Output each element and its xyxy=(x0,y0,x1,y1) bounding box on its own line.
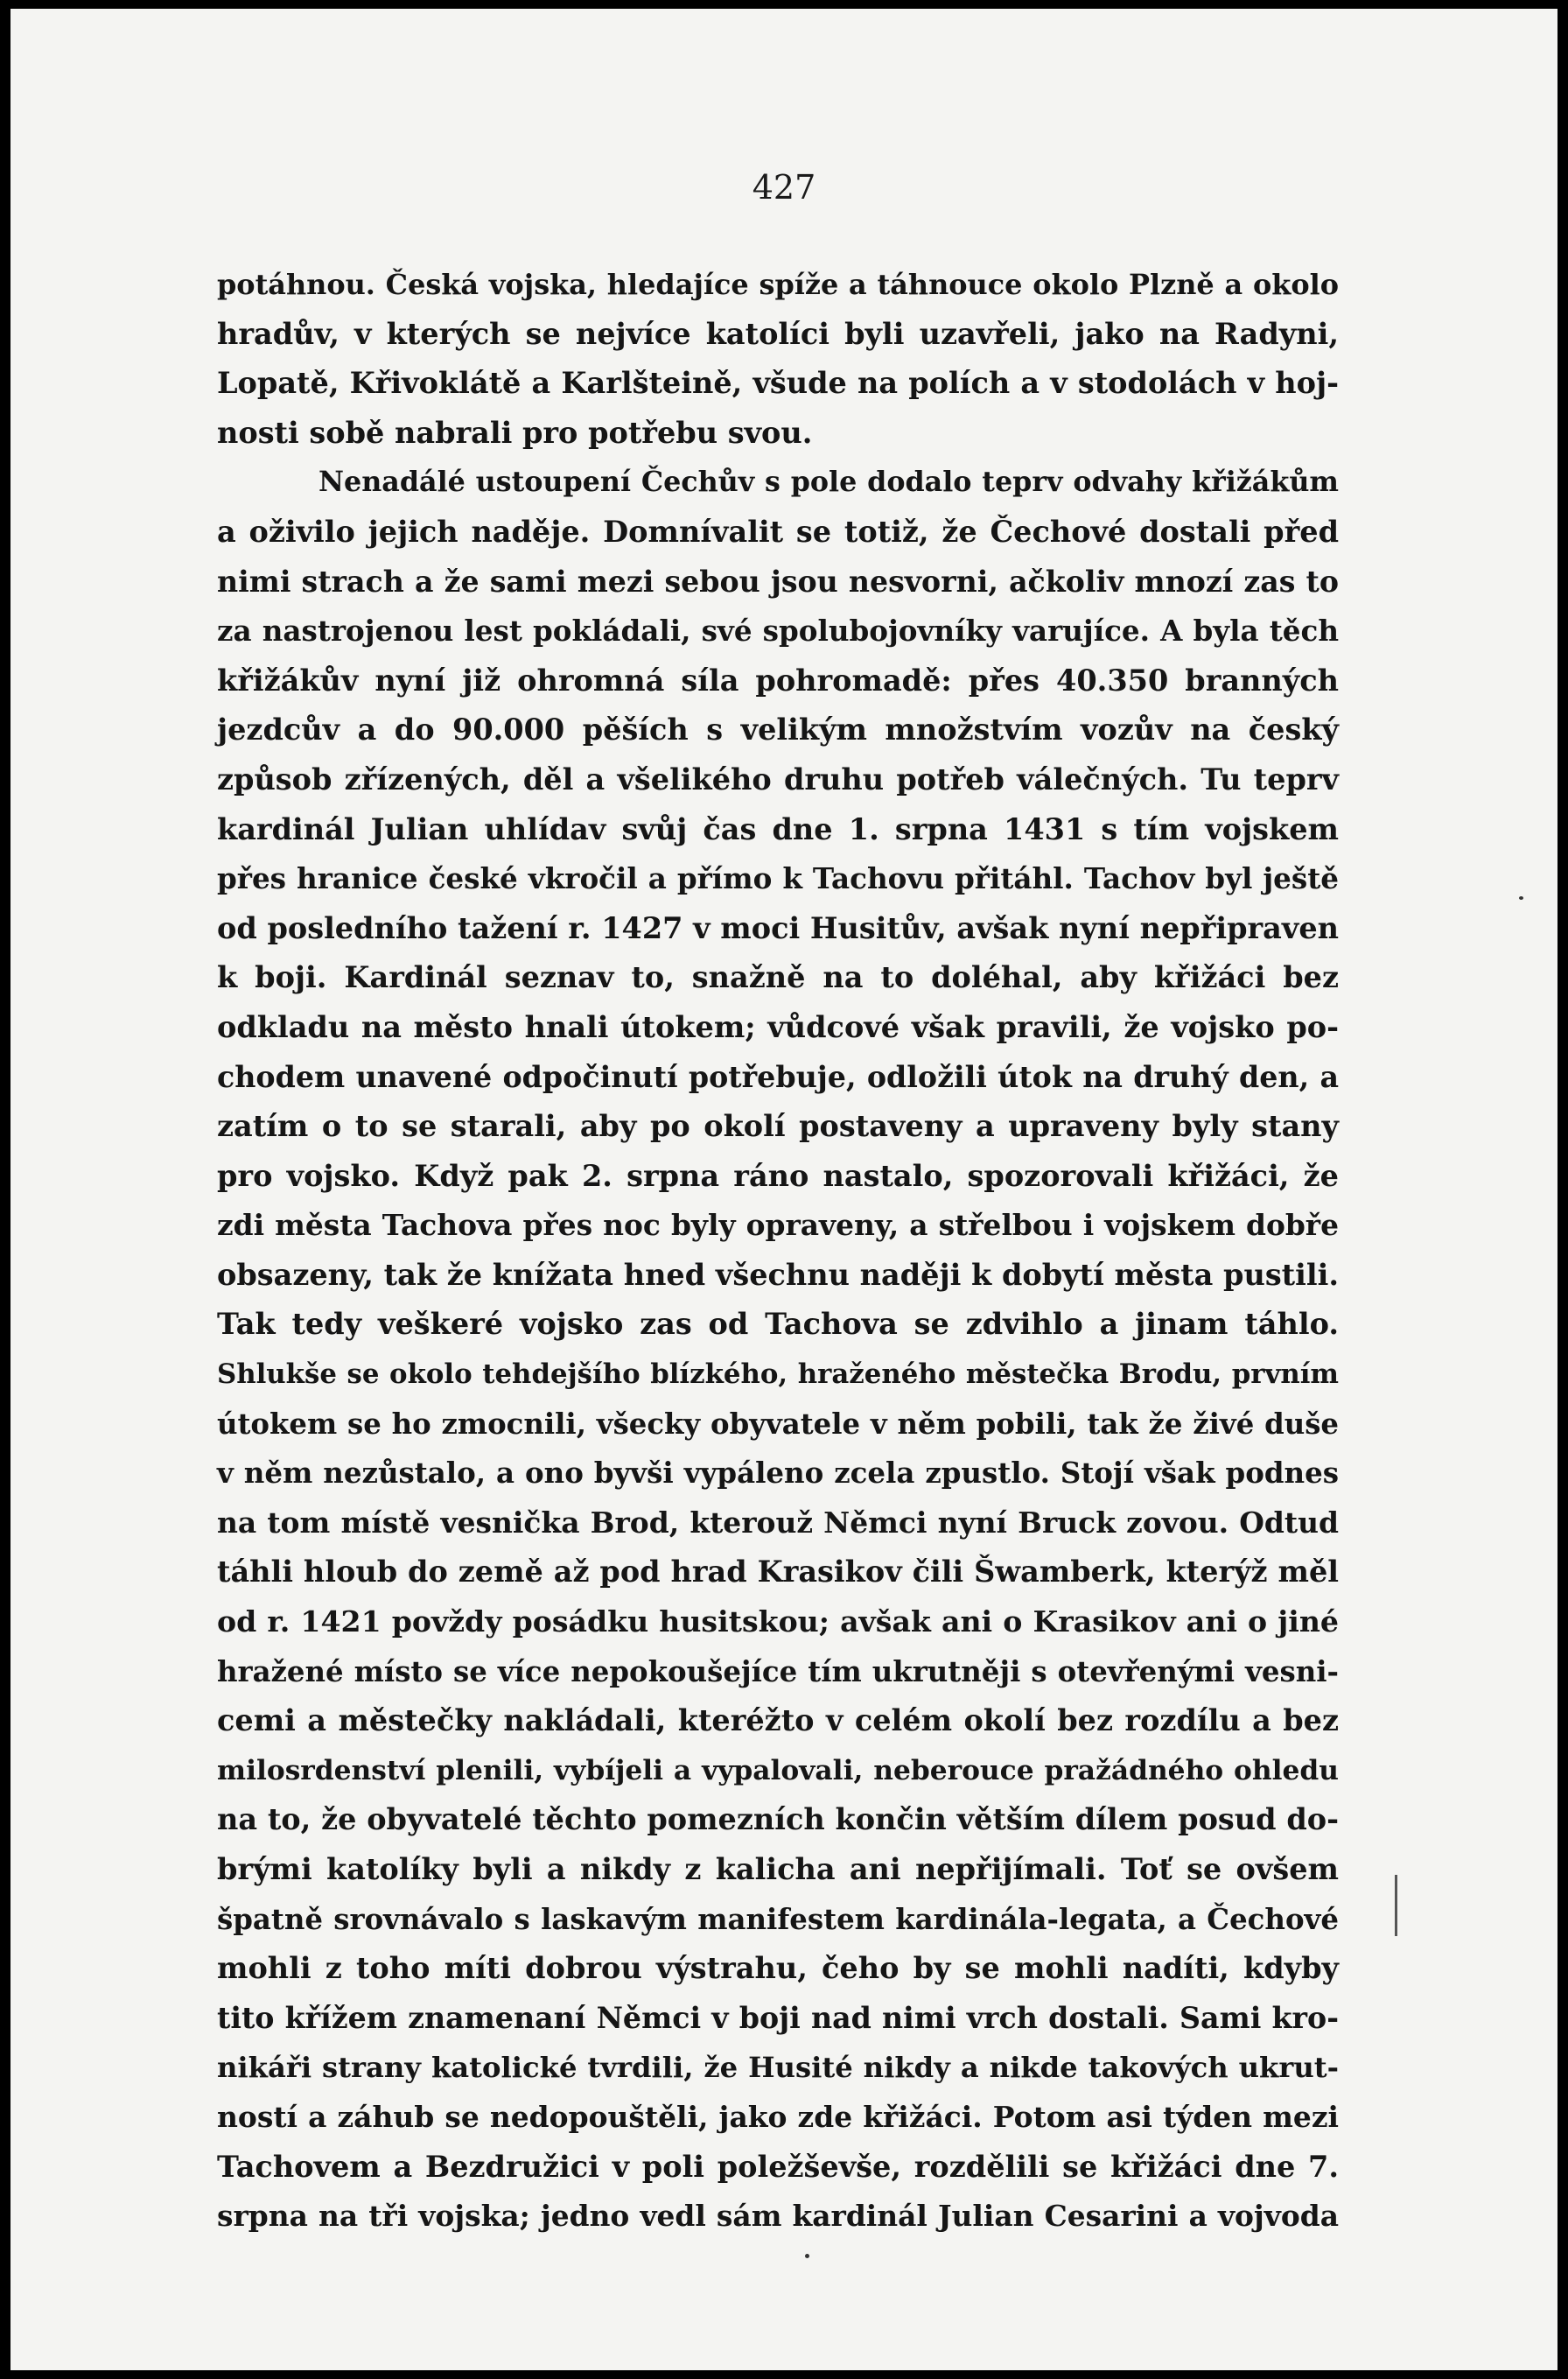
scan-speck xyxy=(1519,896,1523,900)
text-line: ností a záhub se nedopouštěli, jako zde křižáci. Potom asi týden mezi xyxy=(217,2099,1339,2134)
text-line: špatně srovnávalo s laskavým manifestem kardinála-legata, a Čechové xyxy=(217,1902,1339,1936)
text-line: v něm nezůstalo, a ono byvši vypáleno zcela zpustlo. Stojí však podnes xyxy=(217,1456,1339,1491)
text-line: chodem unavené odpočinutí potřebuje, odložili útok na druhý den, a xyxy=(217,1059,1339,1094)
paragraph-2 xyxy=(217,458,1339,2241)
text-line: k boji. Kardinál seznav to, snažně na to doléhal, aby křižáci bez xyxy=(217,960,1339,995)
text-line: na to, že obyvatelé těchto pomezních končin větším dílem posud do- xyxy=(217,1802,1339,1837)
text-line: hražené místo se více nepokoušejíce tím ukrutněji s otevřenými vesni- xyxy=(217,1654,1339,1688)
text-line: mohli z toho míti dobrou výstrahu, čeho by se mohli nadíti, kdyby xyxy=(217,1951,1339,1986)
text-line: odkladu na město hnali útokem; vůdcové však pravili, že vojsko po- xyxy=(217,1009,1339,1044)
text-line: nimi strach a že sami mezi sebou jsou nesvorni, ačkoliv mnozí zas to xyxy=(217,564,1339,599)
text-line: obsazeny, tak že knížata hned všechnu naději k dobytí města pustili. xyxy=(217,1257,1339,1292)
text-line: přes hranice české vkročil a přímo k Tachovu přitáhl. Tachov byl ještě xyxy=(217,861,1339,896)
margin-mark xyxy=(1395,1875,1397,1936)
text-line: brými katolíky byli a nikdy z kalicha ani nepřijímali. Toť se ovšem xyxy=(217,1852,1339,1886)
text-line: kardinál Julian uhlídav svůj čas dne 1. srpna 1431 s tím vojskem xyxy=(217,811,1339,846)
text-line: hradův, v kterých se nejvíce katolíci byli uzavřeli, jako na Radyni, xyxy=(217,316,1339,351)
text-line: táhli hloub do země až pod hrad Krasikov čili Šwamberk, kterýž měl xyxy=(217,1554,1339,1590)
text-line: tito křížem znamenaní Němci v boji nad nimi vrch dostali. Sami kro- xyxy=(217,2000,1339,2035)
text-line: od r. 1421 povždy posádku husitskou; avšak ani o Krasikov ani o jiné xyxy=(217,1604,1339,1639)
text-line: nosti sobě nabrali pro potřebu svou. xyxy=(217,415,813,450)
text-line: způsob zřízených, děl a všelikého druhu potřeb válečných. Tu teprv xyxy=(217,761,1339,797)
text-line: jezdcův a do 90.000 pěších s velikým množstvím vozův na český xyxy=(217,712,1339,747)
text-line: pro vojsko. Když pak 2. srpna ráno nastalo, spozorovali křižáci, že xyxy=(217,1158,1339,1193)
text-line: za nastrojenou lest pokládali, své spolubojovníky varujíce. A byla těch xyxy=(217,614,1339,649)
text-line: nikáři strany katolické tvrdili, že Husité nikdy a nikde takových ukrut- xyxy=(217,2051,1339,2085)
text-line: a oživilo jejich naděje. Domnívalit se totiž, že Čechové dostali před xyxy=(217,514,1339,549)
text-line: křižákův nyní již ohromná síla pohromadě: přes 40.350 branných xyxy=(217,663,1339,698)
text-line: zdi města Tachova přes noc byly opraveny, a střelbou i vojskem dobře xyxy=(217,1208,1339,1243)
text-line: Tak tedy veškeré vojsko zas od Tachova se zdvihlo a jinam táhlo. xyxy=(217,1307,1339,1342)
page-number: 427 xyxy=(752,168,816,207)
text-line: potáhnou. Česká vojska, hledajíce spíže a táhnouce okolo Plzně a okolo xyxy=(217,268,1339,301)
text-line: útokem se ho zmocnili, všecky obyvatele v něm pobili, tak že živé duše xyxy=(217,1407,1339,1441)
scan-speck xyxy=(805,2254,809,2258)
text-line: zatím o to se starali, aby po okolí postaveny a upraveny byly stany xyxy=(217,1109,1339,1144)
book-page xyxy=(10,9,1558,2370)
text-line: cemi a městečky nakládali, kteréžto v celém okolí bez rozdílu a bez xyxy=(217,1703,1339,1738)
text-line: Tachovem a Bezdružici v poli poležševše, rozdělili se křižáci dne 7. xyxy=(217,2149,1339,2184)
text-line: Shlukše se okolo tehdejšího blízkého, hraženého městečka Brodu, prvním xyxy=(217,1358,1339,1391)
text-line: milosrdenství plenili, vybíjeli a vypalovali, neberouce pražádného ohledu xyxy=(217,1754,1339,1786)
body-text xyxy=(217,260,1339,2242)
text-line: Lopatě, Křivoklátě a Karlšteině, všude na polích a v stodolách v hoj- xyxy=(217,366,1339,401)
text-line: srpna na tři vojska; jedno vedl sám kardinál Julian Cesarini a vojvoda xyxy=(217,2199,1339,2234)
text-line: na tom místě vesnička Brod, kterouž Němci nyní Bruck zovou. Odtud xyxy=(217,1505,1339,1540)
text-line: od posledního tažení r. 1427 v moci Husitův, avšak nyní nepřipraven xyxy=(217,910,1339,945)
paragraph-1 xyxy=(217,260,1339,458)
text-line: Nenadálé ustoupení Čechův s pole dodalo teprv odvahy křižákům xyxy=(318,466,1339,499)
